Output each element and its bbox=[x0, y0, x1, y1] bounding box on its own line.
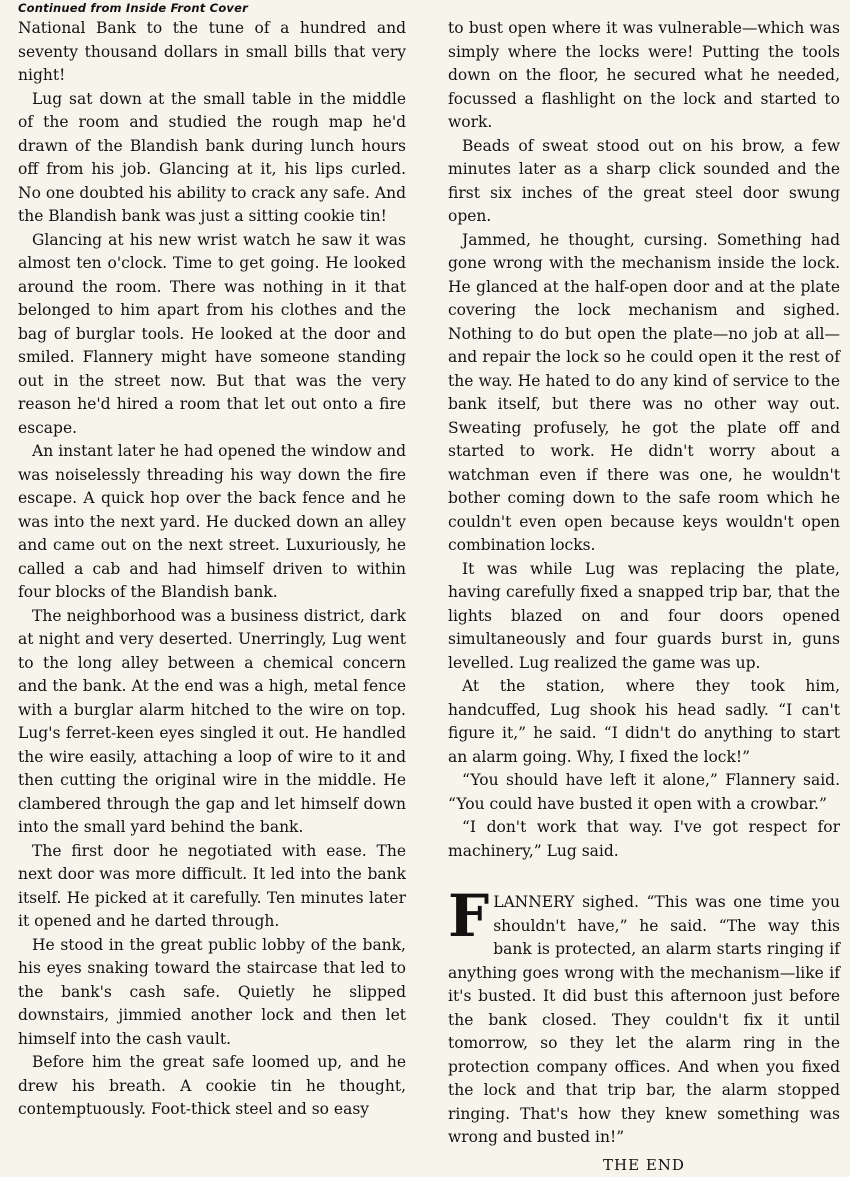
left-column bbox=[18, 17, 406, 1122]
continued-header: Continued from Inside Front Cover bbox=[18, 1, 248, 15]
paragraph: National Bank to the tune of a hundred and seventy thousand dollars in small bills that very night! bbox=[18, 19, 406, 84]
paragraph: The neighborhood was a business district, dark at night and very deserted. Unerringly, Lug went to the long alley between a chemical concern and the bank. At the end was a high, metal fence with a burglar alarm hitched to the wire on top. Lug's ferret-keen eyes singled it out. He handled the wire easily, attaching a loop of wire to it and then cutting the original wire in the middle. He clambered through the gap and let himself down into the small yard behind the bank. bbox=[18, 606, 406, 836]
paragraph: The first door he negotiated with ease. The next door was more difficult. It led into the bank itself. He picked at it carefully. Ten minutes later it opened and he darted through. bbox=[18, 841, 406, 930]
paragraph: “You should have left it alone,” Flannery said. “You could have busted it open with a crowbar.” bbox=[448, 771, 840, 813]
paragraph: Glancing at his new wrist watch he saw it was almost ten o'clock. Time to get going. He looked around the room. There was nothing in it that belonged to him apart from his clothes and the bag of burglar tools. He looked at the door and smiled. Flannery might have someone standing out in the street now. But that was the very reason he'd hired a room that let out onto a fire escape. bbox=[18, 230, 406, 437]
paragraph: Beads of sweat stood out on his brow, a few minutes later as a sharp click sounded and the first six inches of the great steel door swung open. bbox=[448, 136, 840, 225]
paragraph: An instant later he had opened the window and was noiselessly threading his way down the fire escape. A quick hop over the back fence and he was into the next yard. He ducked down an alley and came out on the next street. Luxuriously, he called a cab and had himself driven to within four blocks of the Blandish bank. bbox=[18, 442, 406, 601]
paragraph: It was while Lug was replacing the plate, having carefully fixed a snapped trip bar, that the lights blazed on and four doors opened simultaneously and four guards burst in, guns levelled. Lug realized the game was up. bbox=[448, 559, 840, 672]
right-column bbox=[448, 17, 840, 1177]
paragraph: At the station, where they took him, handcuffed, Lug shook his head sadly. “I can't figure it,” he said. “I didn't do anything to start an alarm going. Why, I fixed the lock!” bbox=[448, 677, 840, 766]
paragraph: Lug sat down at the small table in the middle of the room and studied the rough map he'd drawn of the Blandish bank during lunch hours off from his job. Glancing at it, his lips curled. No one doubted his ability to crack any safe. And the Blandish bank was just a sitting cookie tin! bbox=[18, 89, 406, 225]
drop-cap: F bbox=[448, 882, 490, 950]
paragraph: Before him the great safe loomed up, and he drew his breath. A cookie tin he thought, contemptuously. Foot-thick steel and so easy bbox=[18, 1053, 406, 1118]
the-end: THE END bbox=[603, 1155, 685, 1174]
paragraph: He stood in the great public lobby of the bank, his eyes snaking toward the staircase that led to the bank's cash safe. Quietly he slipped downstairs, jimmied another lock and then let himself into the cash vault. bbox=[18, 935, 406, 1048]
paragraph: to bust open where it was vulnerable—which was simply where the locks were! Putting the tools down on the floor, he secured what he needed, focussed a flashlight on the lock and started to work. bbox=[448, 19, 840, 131]
final-paragraph bbox=[448, 882, 840, 1150]
paragraph: Jammed, he thought, cursing. Something had gone wrong with the mechanism inside the lock. He glanced at the half-open door and at the plate covering the lock mechanism and sighed. Nothing to do but open the plate—no job at all—and repair the lock so he could open it the rest of the way. He hated to do any kind of service to the bank itself, but there was no other way out. Sweating profusely, he got the plate off and started to work. He didn't worry about a watchman even if there was one, he wouldn't bother coming down to the safe room which he couldn't even open because keys wouldn't open combination locks. bbox=[448, 230, 840, 554]
paragraph: “I don't work that way. I've got respect for machinery,” Lug said. bbox=[448, 818, 840, 860]
final-paragraph-text: LANNERY sighed. “This was one time you shouldn't have,” he said. “The way this bank is protected, an alarm starts ringing if anything goes wrong with the mechanism—like if it's busted. It did bust this afternoon just before the bank closed. They couldn't fix it until tomorrow, so they let the alarm ring in the protection company offices. And when you fixed the lock and that trip bar, the alarm stopped ringing. That's how they knew something was wrong and busted in!” bbox=[448, 893, 840, 1146]
